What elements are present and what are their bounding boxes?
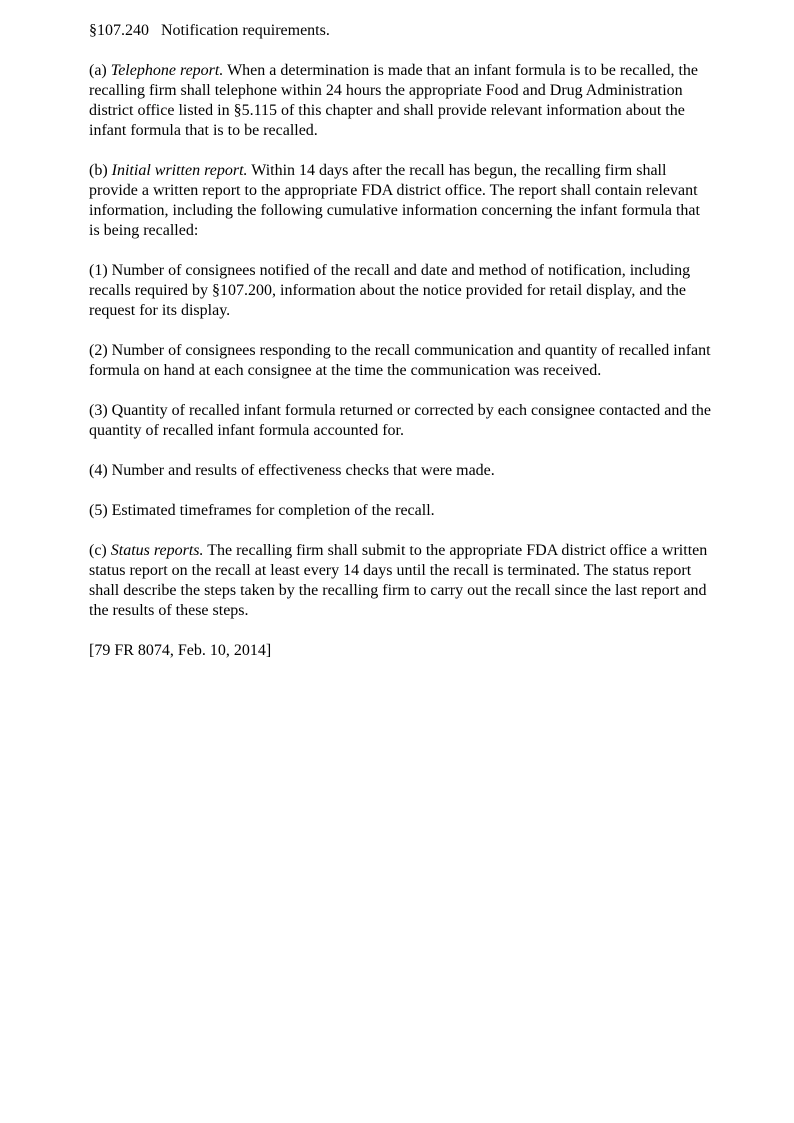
paragraph-b bbox=[89, 161, 711, 241]
paragraph-b-prefix: (b) bbox=[89, 162, 112, 179]
paragraph-c bbox=[89, 541, 711, 621]
paragraph-a-prefix: (a) bbox=[89, 62, 111, 79]
citation: [79 FR 8074, Feb. 10, 2014] bbox=[89, 642, 272, 659]
paragraph-a-title: Telephone report. bbox=[110, 62, 224, 79]
paragraph-5: (5) Estimated timeframes for completion of the recall. bbox=[89, 502, 435, 519]
section-heading: §107.240 Notification requirements. bbox=[89, 22, 330, 39]
paragraph-c-prefix: (c) bbox=[89, 542, 111, 559]
paragraph-c-text: The recalling firm shall submit to the appropriate FDA district office a written status report on the recall at least every 14 days until the recall is terminated. The status report shall describe the steps taken by the recalling firm to carry out the recall since the last report and the results of these steps. bbox=[89, 542, 708, 619]
paragraph-3: (3) Quantity of recalled infant formula returned or corrected by each consignee contacted and the quantity of recalled infant formula accounted for. bbox=[89, 402, 711, 439]
paragraph-a bbox=[89, 61, 711, 141]
paragraph-4: (4) Number and results of effectiveness checks that were made. bbox=[89, 462, 495, 479]
paragraph-b-text: Within 14 days after the recall has begun, the recalling firm shall provide a written report to the appropriate FDA district office. The report shall contain relevant information, including the following cumulative information concerning the infant formula that is being recalled: bbox=[89, 162, 700, 239]
document-page bbox=[89, 21, 711, 661]
paragraph-1: (1) Number of consignees notified of the recall and date and method of notification, including recalls required by §107.200, information about the notice provided for retail display, and the request for its display. bbox=[89, 262, 691, 319]
paragraph-c-title: Status reports. bbox=[110, 542, 204, 559]
paragraph-2: (2) Number of consignees responding to the recall communication and quantity of recalled infant formula on hand at each consignee at the time the communication was received. bbox=[89, 342, 711, 379]
paragraph-a-text: When a determination is made that an infant formula is to be recalled, the recalling firm shall telephone within 24 hours the appropriate Food and Drug Administration district office listed in §5.115 of this chapter and shall provide relevant information about the infant formula that is to be recalled. bbox=[89, 62, 699, 139]
paragraph-b-title: Initial written report. bbox=[111, 162, 248, 179]
